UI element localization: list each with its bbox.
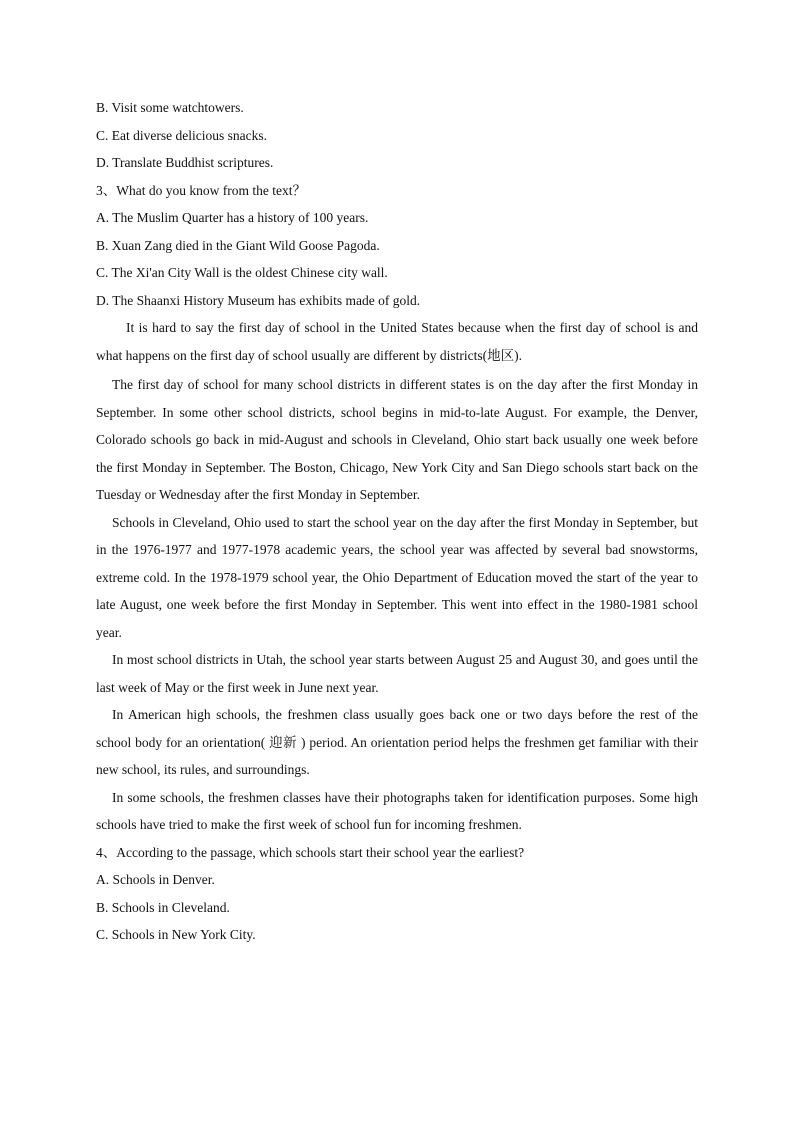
- passage-paragraph-2: The first day of school for many school districts in different states is on the day after the first Monday in September. In some other school districts, school begins in mid-to-late August. For example, the Denver, Colorado schools go back in mid-August and schools in Cleveland, Ohio start back usually one week before the first Monday in September. The Boston, Chicago, New York City and San Diego schools start back on the Tuesday or Wednesday after the first Monday in September.: [96, 377, 698, 502]
- q3-option-b: B. Xuan Zang died in the Giant Wild Goose Pagoda.: [96, 237, 380, 253]
- q4-stem: 4、According to the passage, which schools start their school year the earliest?: [96, 844, 525, 860]
- q4-option-a: A. Schools in Denver.: [96, 872, 215, 887]
- q3-option-a: A. The Muslim Quarter has a history of 100 years.: [96, 210, 369, 225]
- q2-option-d: D. Translate Buddhist scriptures.: [96, 155, 274, 170]
- passage-paragraph-3: Schools in Cleveland, Ohio used to start the school year on the day after the first Monday in September, but in the 1976-1977 and 1977-1978 academic years, the school year was affected by several bad snowstorms, extreme cold. In the 1978-1979 school year, the Ohio Department of Education moved the start of the year to late August, one week before the first Monday in September. This went into effect in the 1980-1981 school year.: [96, 514, 698, 640]
- q3-option-d: D. The Shaanxi History Museum has exhibits made of gold.: [96, 292, 421, 308]
- passage-paragraph-6: In some schools, the freshmen classes have their photographs taken for identification purposes. Some high schools have tried to make the first week of school fun for incoming freshmen.: [96, 789, 698, 832]
- q3-option-c: C. The Xi'an City Wall is the oldest Chinese city wall.: [96, 265, 388, 280]
- passage-paragraph-4: In most school districts in Utah, the school year starts between August 25 and August 30, and goes until the last week of May or the first week in June next year.: [96, 652, 698, 695]
- q2-option-b: B. Visit some watchtowers.: [96, 100, 244, 115]
- question-3: [96, 177, 698, 315]
- question-4: [96, 839, 698, 949]
- q3-stem: 3、What do you know from the text？: [96, 182, 306, 198]
- q4-option-b: B. Schools in Cleveland.: [96, 899, 230, 915]
- q4-option-c: C. Schools in New York City.: [96, 927, 256, 942]
- question-2-options: [96, 94, 698, 177]
- reading-passage: [96, 314, 698, 839]
- q2-option-c: C. Eat diverse delicious snacks.: [96, 127, 267, 143]
- document-page: [96, 94, 698, 949]
- passage-paragraph-1: It is hard to say the first day of school in the United States because when the first day of school is and what happens on the first day of school usually are different by districts(地区).: [96, 320, 698, 363]
- passage-paragraph-5: In American high schools, the freshmen class usually goes back one or two days before the rest of the school body for an orientation( 迎新 ) period. An orientation period helps the freshmen get familiar with their new school, its rules, and surroundings.: [96, 707, 698, 777]
